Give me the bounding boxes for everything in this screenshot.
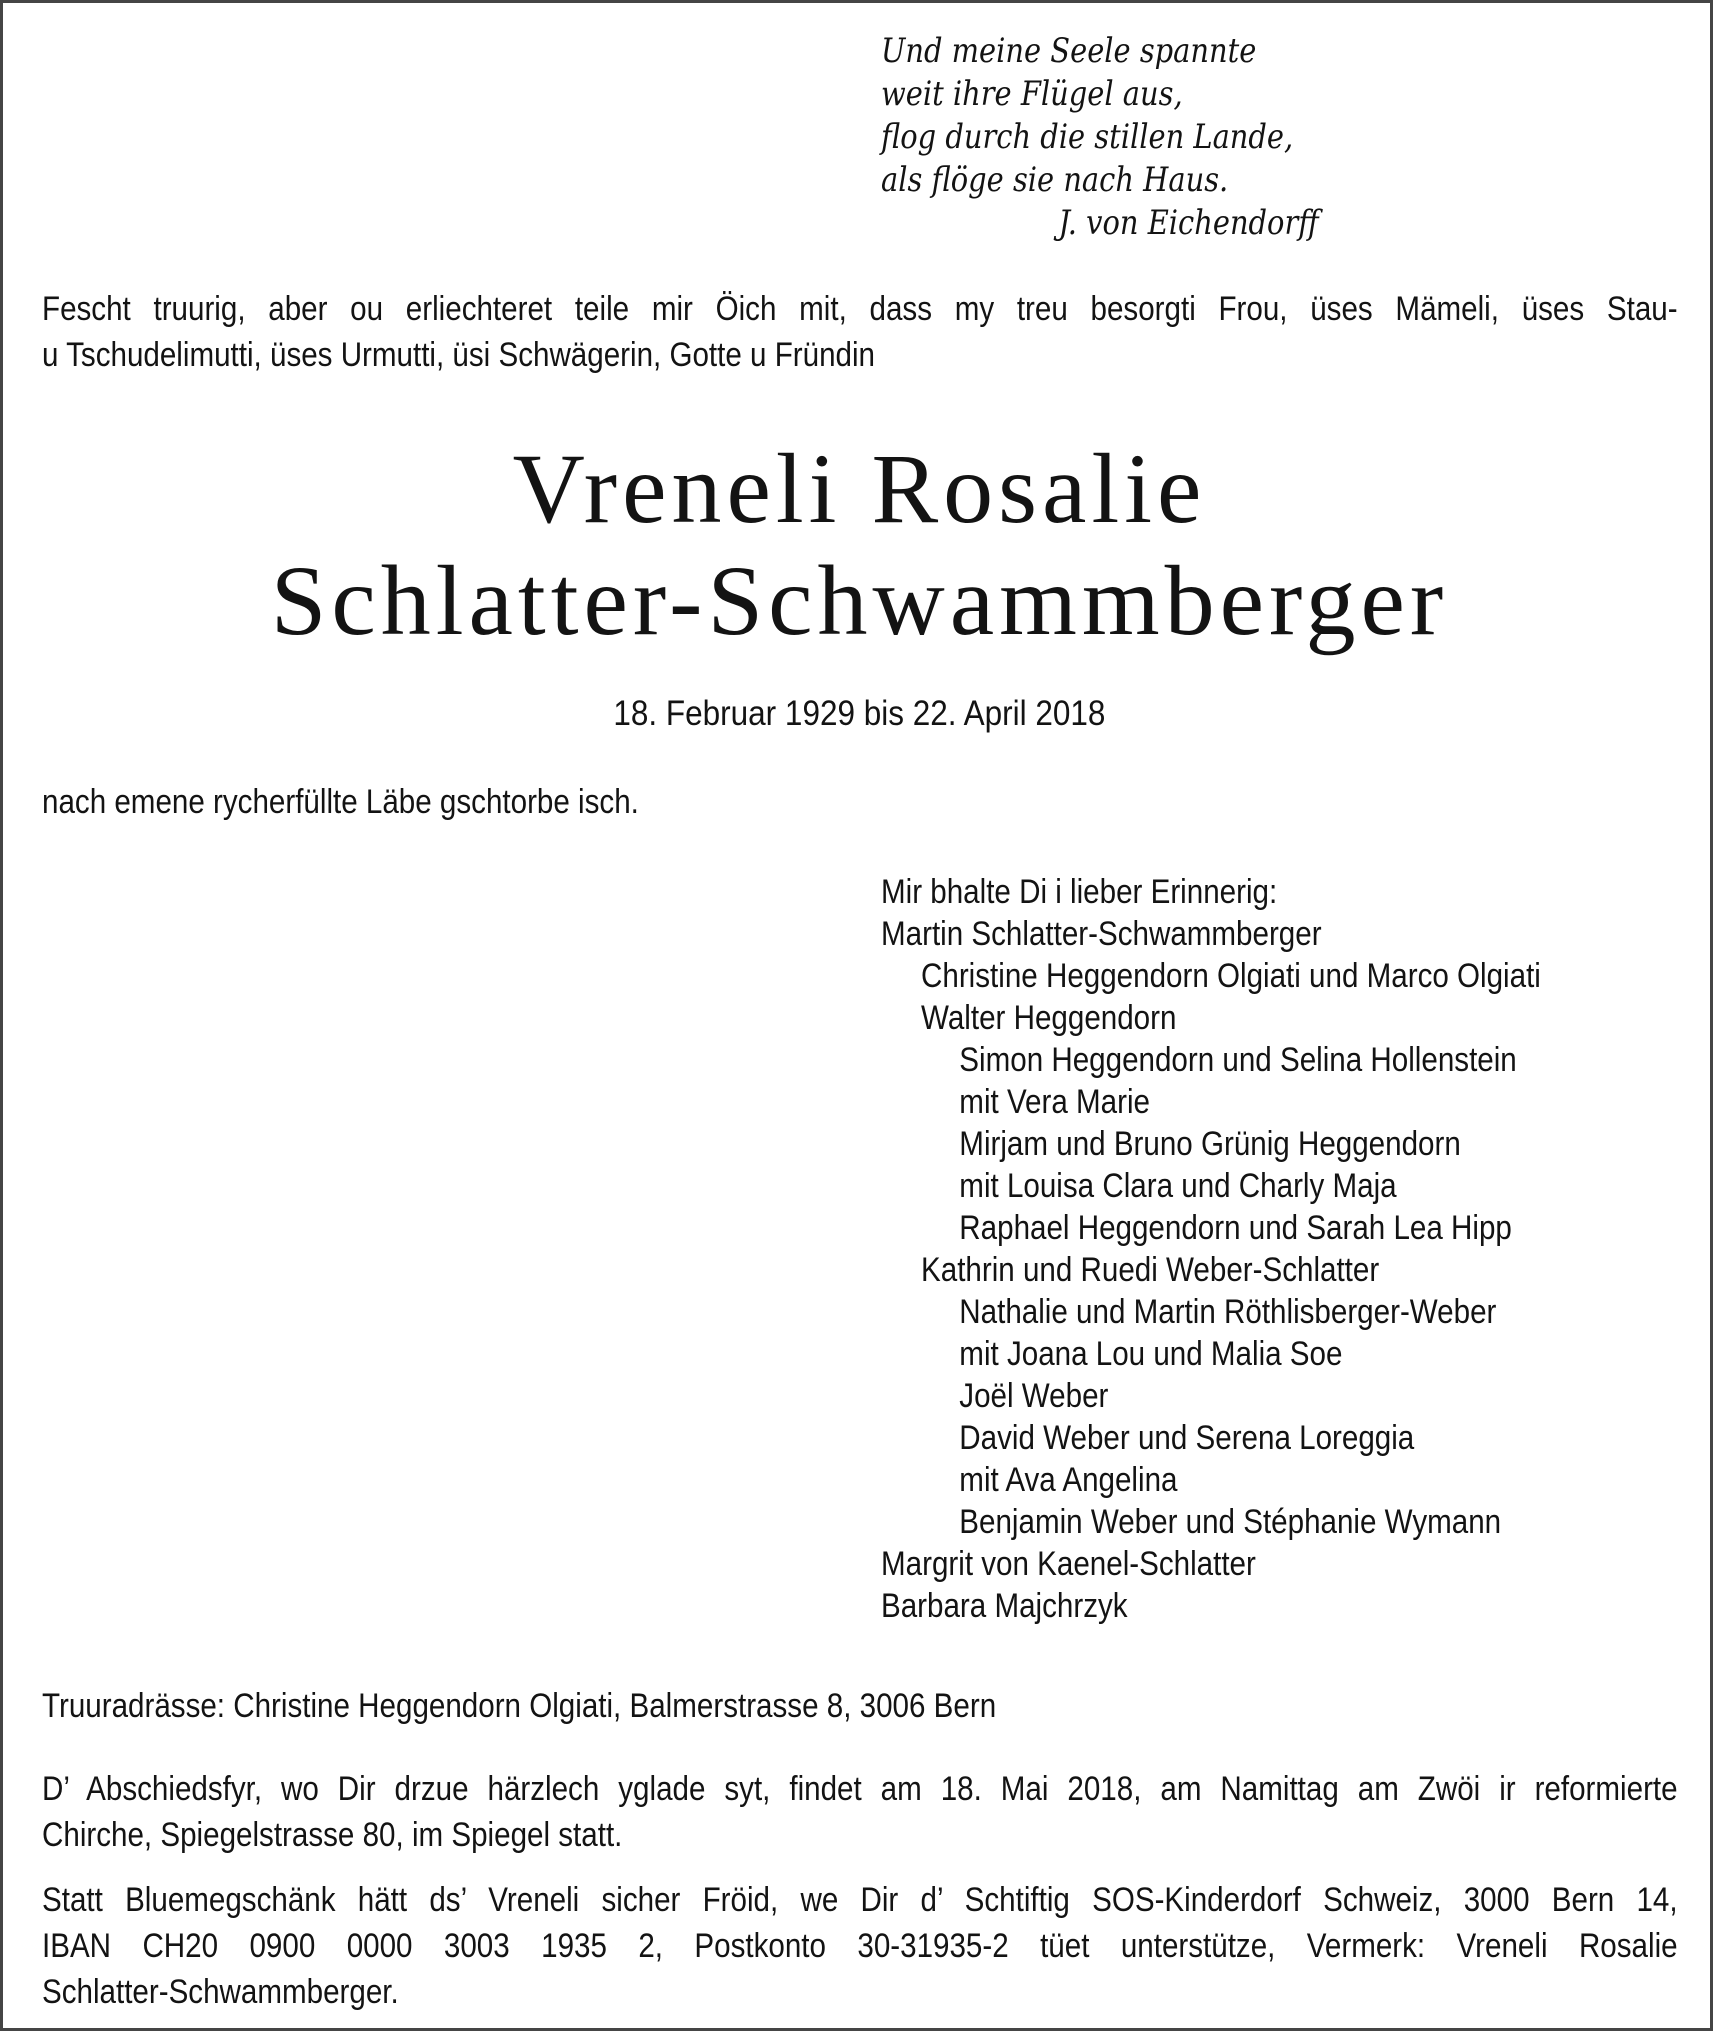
mourning-address	[42, 1683, 1139, 1729]
family-member: Christine Heggendorn Olgiati und Marco Olgiati	[921, 957, 1541, 995]
intro-line: Fescht truurig, aber ou erliechteret teile mir Öich mit, dass my treu besorgti Frou, üses Mämeli, üses Stau-	[42, 290, 1678, 328]
life-dates	[3, 692, 1713, 736]
name-line-2: Schlatter-Schwammberger	[270, 545, 1449, 656]
family-member: mit Vera Marie	[959, 1083, 1150, 1121]
family-member: Joël Weber	[959, 1377, 1109, 1415]
family-member: mit Joana Lou und Malia Soe	[959, 1335, 1343, 1373]
poem-line: als flöge sie nach Haus.	[881, 160, 1229, 200]
life-dates-text: 18. Februar 1929 bis 22. April 2018	[613, 694, 1106, 733]
deceased-name	[3, 433, 1713, 657]
donation-lines	[42, 1877, 1678, 2015]
remembrance-section	[881, 871, 1713, 1627]
family-member: Nathalie und Martin Röthlisberger-Weber	[959, 1293, 1497, 1331]
family-member: Walter Heggendorn	[921, 999, 1177, 1037]
donation-line: Statt Bluemegschänk hätt ds’ Vreneli sicher Fröid, we Dir d’ Schtiftig SOS-Kinderdorf Schweiz, 3000 Bern 14,	[42, 1881, 1678, 1919]
farewell-paragraph	[42, 1766, 1713, 1858]
intro-lines	[42, 286, 1678, 378]
intro-paragraph	[42, 286, 1713, 378]
poem-line: weit ihre Flügel aus,	[881, 74, 1183, 114]
death-statement-text: nach emene rycherfüllte Läbe gschtorbe isch.	[42, 783, 639, 821]
family-member: Mirjam und Bruno Grünig Heggendorn	[959, 1125, 1461, 1163]
farewell-line: D’ Abschiedsfyr, wo Dir drzue härzlech yglade syt, findet am 18. Mai 2018, am Namittag am Zwöi ir reformierte	[42, 1770, 1678, 1808]
family-member: mit Ava Angelina	[959, 1461, 1178, 1499]
family-member: Benjamin Weber und Stéphanie Wymann	[959, 1503, 1502, 1541]
name-line-1: Vreneli Rosalie	[512, 433, 1207, 544]
family-member: mit Louisa Clara und Charly Maja	[959, 1167, 1397, 1205]
family-member: David Weber und Serena Loreggia	[959, 1419, 1415, 1457]
remembrance-heading: Mir bhalte Di i lieber Erinnerig:	[881, 873, 1278, 911]
farewell-lines	[42, 1766, 1678, 1858]
mourning-address-text: Truuradrässe: Christine Heggendorn Olgiati, Balmerstrasse 8, 3006 Bern	[42, 1687, 997, 1725]
family-list	[881, 913, 1699, 1627]
farewell-line: Chirche, Spiegelstrasse 80, im Spiegel statt.	[42, 1816, 623, 1854]
intro-line: u Tschudelimutti, üses Urmutti, üsi Schwägerin, Gotte u Fründin	[42, 336, 875, 374]
donation-line: Schlatter-Schwammberger.	[42, 1973, 399, 2011]
donation-paragraph	[42, 1877, 1713, 2015]
family-member: Barbara Majchrzyk	[881, 1587, 1128, 1625]
family-member: Raphael Heggendorn und Sarah Lea Hipp	[959, 1209, 1512, 1247]
family-member: Margrit von Kaenel-Schlatter	[881, 1545, 1256, 1583]
death-statement	[42, 779, 728, 825]
family-member: Kathrin und Ruedi Weber-Schlatter	[921, 1251, 1380, 1289]
family-member: Martin Schlatter-Schwammberger	[881, 915, 1322, 953]
poem-lines	[881, 30, 1319, 202]
poem-quote	[881, 30, 1396, 245]
poem-line: flog durch die stillen Lande,	[881, 117, 1294, 157]
family-member: Simon Heggendorn und Selina Hollenstein	[959, 1041, 1517, 1079]
poem-line: Und meine Seele spannte	[881, 31, 1257, 71]
poem-attribution: J. von Eichendorff	[1058, 203, 1319, 243]
donation-line: IBAN CH20 0900 0000 3003 1935 2, Postkonto 30-31935-2 tüet unterstütze, Vermerk: Vreneli Rosalie	[42, 1927, 1678, 1965]
